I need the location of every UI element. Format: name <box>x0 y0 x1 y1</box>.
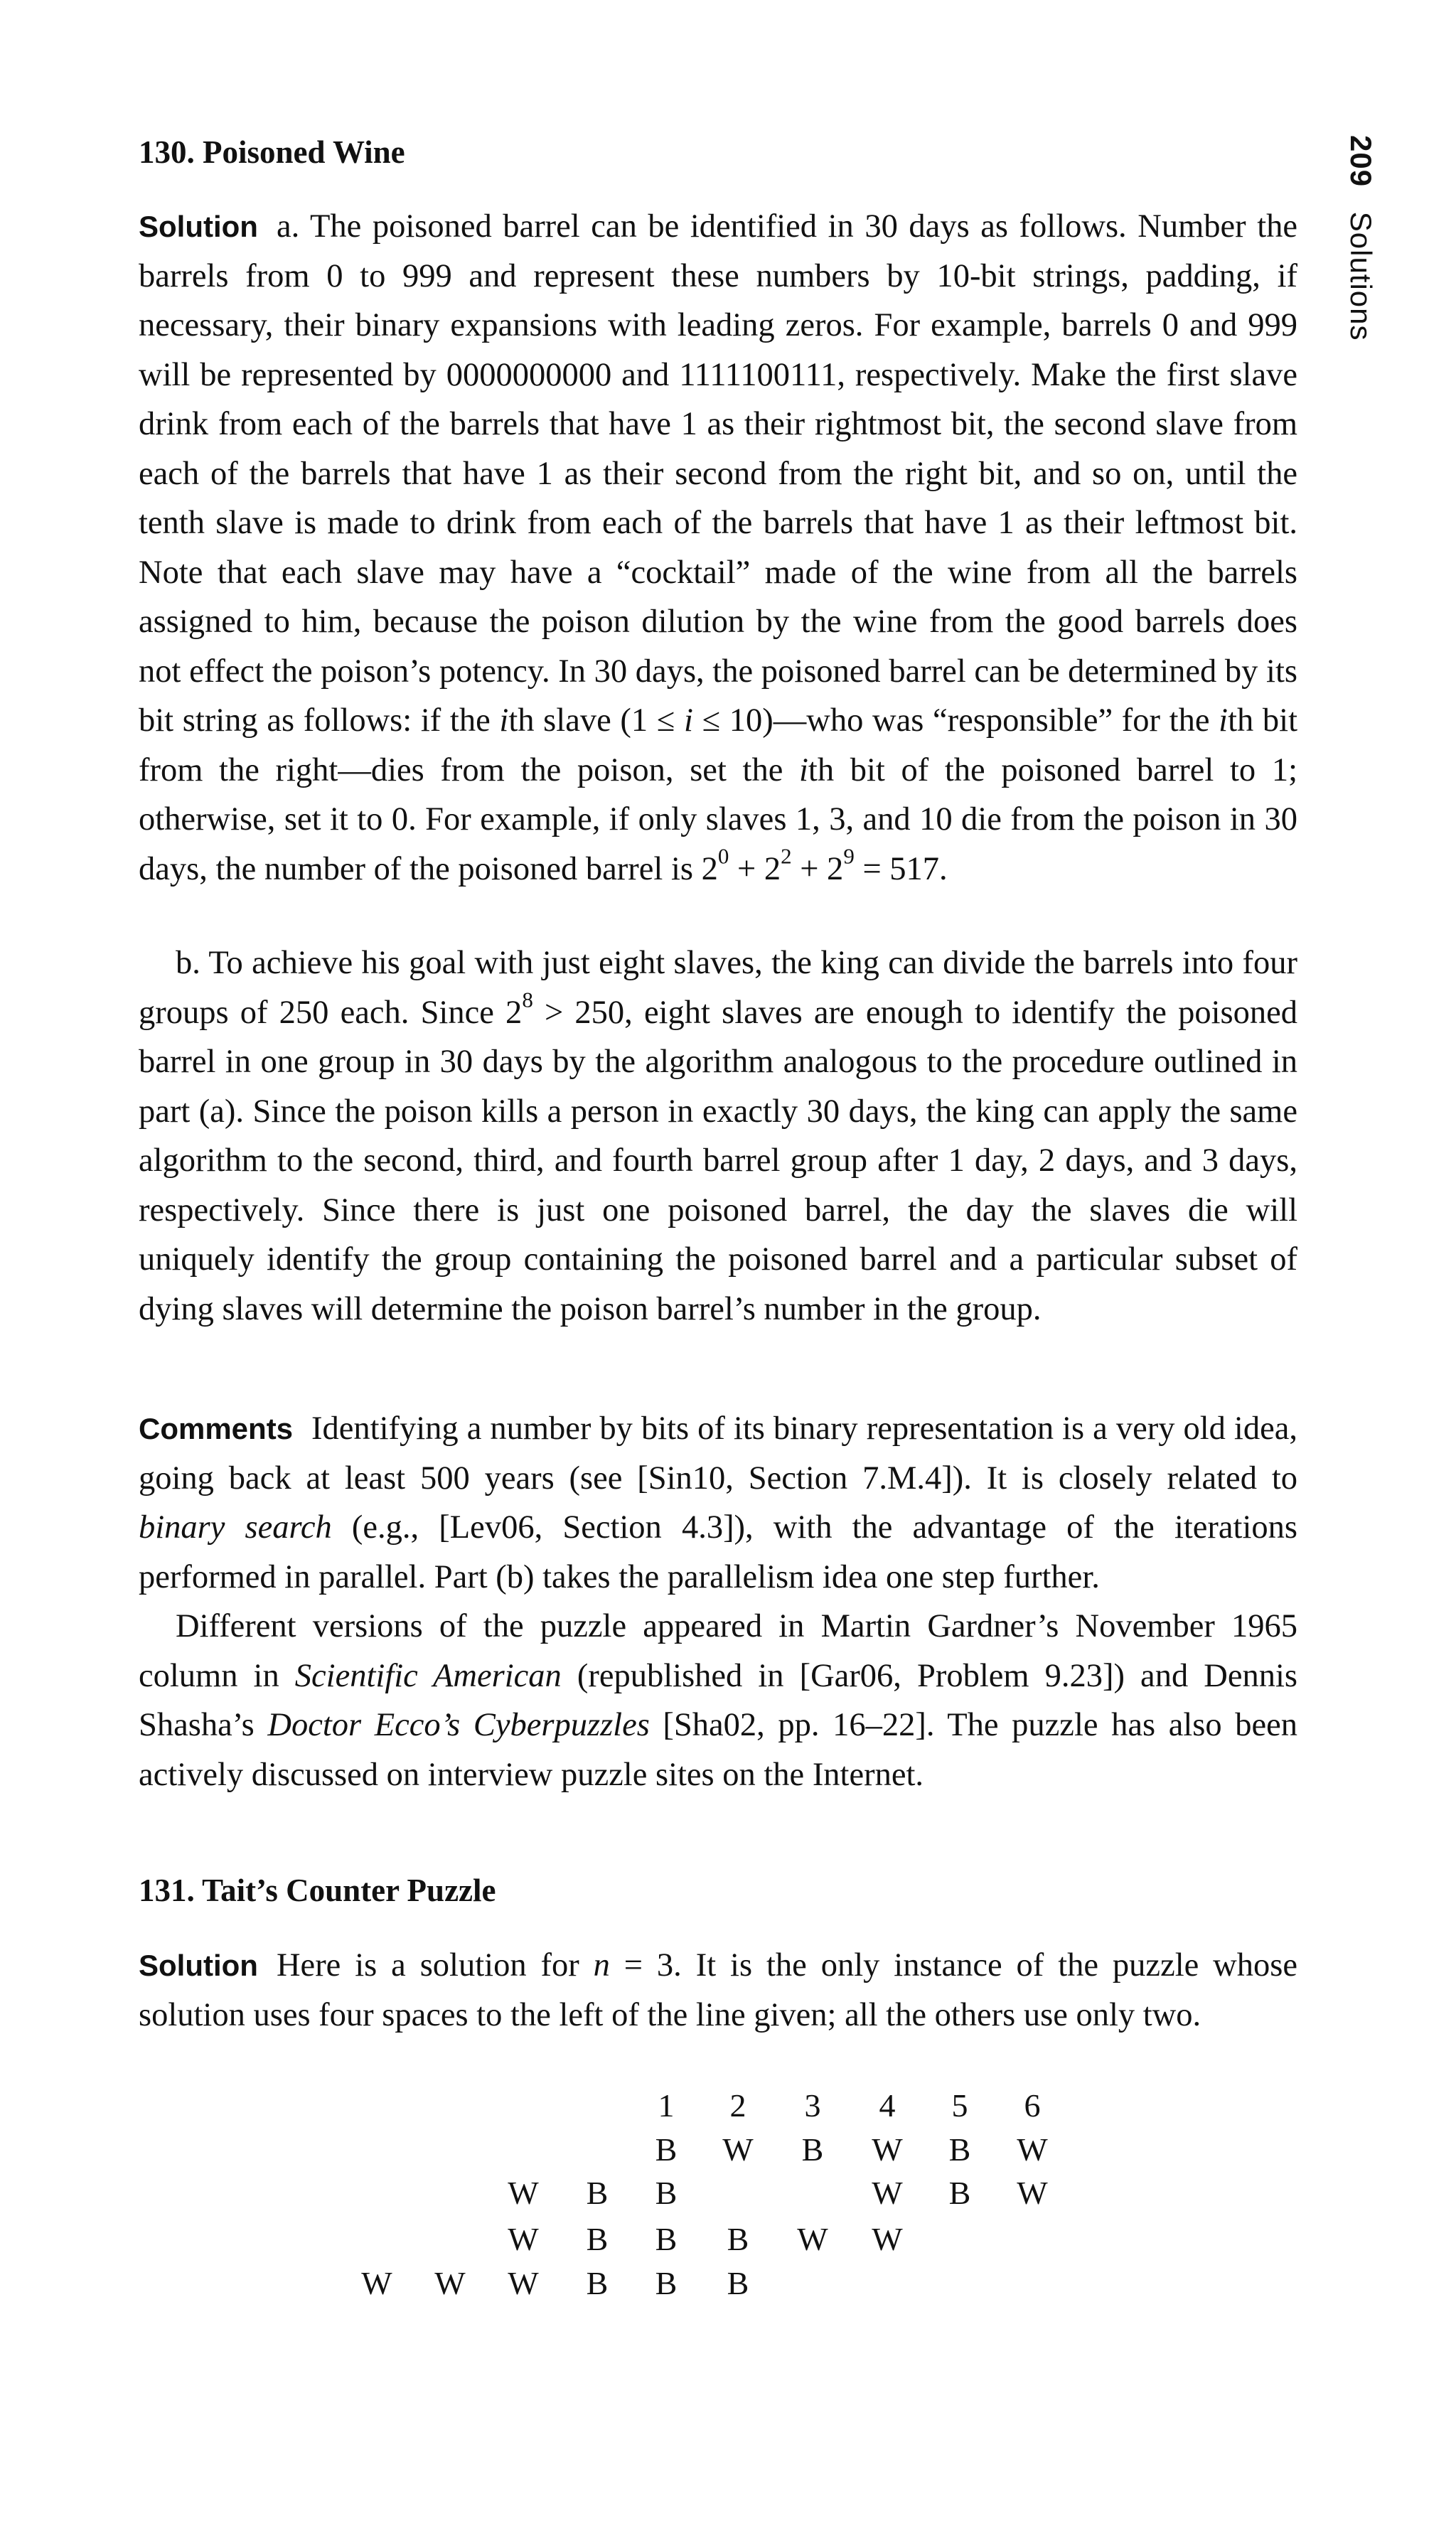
position-label: 4 <box>879 2087 896 2124</box>
heading-131: 131. Tait’s Counter Puzzle <box>139 1873 496 1908</box>
white-counter: W <box>508 2221 539 2257</box>
white-counter: W <box>797 2221 828 2257</box>
black-counter: B <box>948 2175 971 2211</box>
comments-label: Comments <box>139 1412 294 1445</box>
black-counter: B <box>727 2265 749 2301</box>
black-counter: B <box>586 2265 609 2301</box>
comments-130-para-1: Comments Identifying a number by bits of its binary representation is a very old idea, going back at least 500 years (see [Sin10, Section 7.M.4]). It is closely related to binary search (e.g., [Lev06, Section 4.3]), with the advantage of the iterations performed in parallel. Part (b) takes the parallelism idea one step further. <box>139 1410 1297 1595</box>
running-header <box>1344 135 1378 341</box>
black-counter: B <box>655 2265 678 2301</box>
black-counter: B <box>655 2175 678 2211</box>
black-counter: B <box>586 2221 609 2257</box>
white-counter: W <box>722 2131 754 2168</box>
solution-130-part-a: Solution a. The poisoned barrel can be identified in 30 days as follows. Number the barrels from 0 to 999 and represent these numbers by 10-bit strings, padding, if necessary, their binary expansions with leading zeros. For example, barrels 0 and 999 will be represented by 0000000000 and 1111100111, respectively. Make the first slave drink from each of the barrels that have 1 as their rightmost bit, the second slave from each of the barrels that have 1 as their second from the right bit, and so on, until the tenth slave is made to drink from each of the barrels that have 1 as their leftmost bit. Note that each slave may have a “cocktail” made of the wine from all the barrels assigned to him, because the poison dilution by the wine from the good barrels does not effect the poison’s potency. In 30 days, the poisoned barrel can be determined by its bit string as follows: if the ith slave (1 ≤ i ≤ 10)—who was “responsible” for the ith bit from the right—dies from the poison, set the ith bit of the poisoned barrel to 1; otherwise, set it to 0. For example, if only slaves 1, 3, and 10 die from the poison in 30 days, the number of the poisoned barrel is $2^0 + 2^2 + 2^9 = 517$. <box>139 208 1298 887</box>
white-counter: W <box>1017 2175 1048 2211</box>
section-title: Solutions <box>1344 211 1378 341</box>
white-counter: W <box>508 2175 539 2211</box>
position-label: 3 <box>804 2087 821 2124</box>
position-label: 5 <box>951 2087 968 2124</box>
black-counter: B <box>586 2175 609 2211</box>
white-counter: W <box>361 2265 392 2301</box>
black-counter: B <box>727 2221 749 2257</box>
black-counter: B <box>655 2131 678 2168</box>
black-counter: B <box>948 2131 971 2168</box>
position-label: 1 <box>658 2087 675 2124</box>
white-counter: W <box>872 2175 903 2211</box>
heading-130: 130. Poisoned Wine <box>139 134 405 170</box>
black-counter: B <box>655 2221 678 2257</box>
page-number: 209 <box>1344 135 1378 188</box>
white-counter: W <box>434 2265 466 2301</box>
black-counter: B <box>801 2131 824 2168</box>
solution-label: Solution <box>139 1949 258 1982</box>
position-label: 6 <box>1024 2087 1041 2124</box>
white-counter: W <box>872 2131 903 2168</box>
solution-130-part-b: b. To achieve his goal with just eight slaves, the king can divide the barrels into four groups of 250 each. Since $2^8 > 250$, eight slaves are enough to identify the poisoned barrel in one group in 30 days by the algorithm analogous to the procedure outlined in part (a). Since the poison kills a person in exactly 30 days, the king can apply the same algorithm to the second, third, and fourth barrel group after 1 day, 2 days, and 3 days, respectively. Since there is just one poisoned barrel, the day the slaves die will uniquely identify the group containing the poisoned barrel and a particular subset of dying slaves will determine the poison barrel’s number in the group. <box>139 945 1297 1327</box>
white-counter: W <box>872 2221 903 2257</box>
white-counter: W <box>1017 2131 1048 2168</box>
position-label: 2 <box>729 2087 746 2124</box>
white-counter: W <box>508 2265 539 2301</box>
solution-label: Solution <box>139 210 258 243</box>
comments-130-para-2: Different versions of the puzzle appeared in Martin Gardner’s November 1965 column in Scientific American (republished in [Gar06, Problem 9.23]) and Dennis Shasha’s Doctor Ecco’s Cyberpuzzles [Sha02, pp. 16–22]. The puzzle has also been actively discussed on interview puzzle sites on the Internet. <box>139 1608 1297 1793</box>
solution-131: Solution Here is a solution for n = 3. It is the only instance of the puzzle whose solution uses four spaces to the left of the line given; all the others use only two. <box>139 1947 1297 2033</box>
